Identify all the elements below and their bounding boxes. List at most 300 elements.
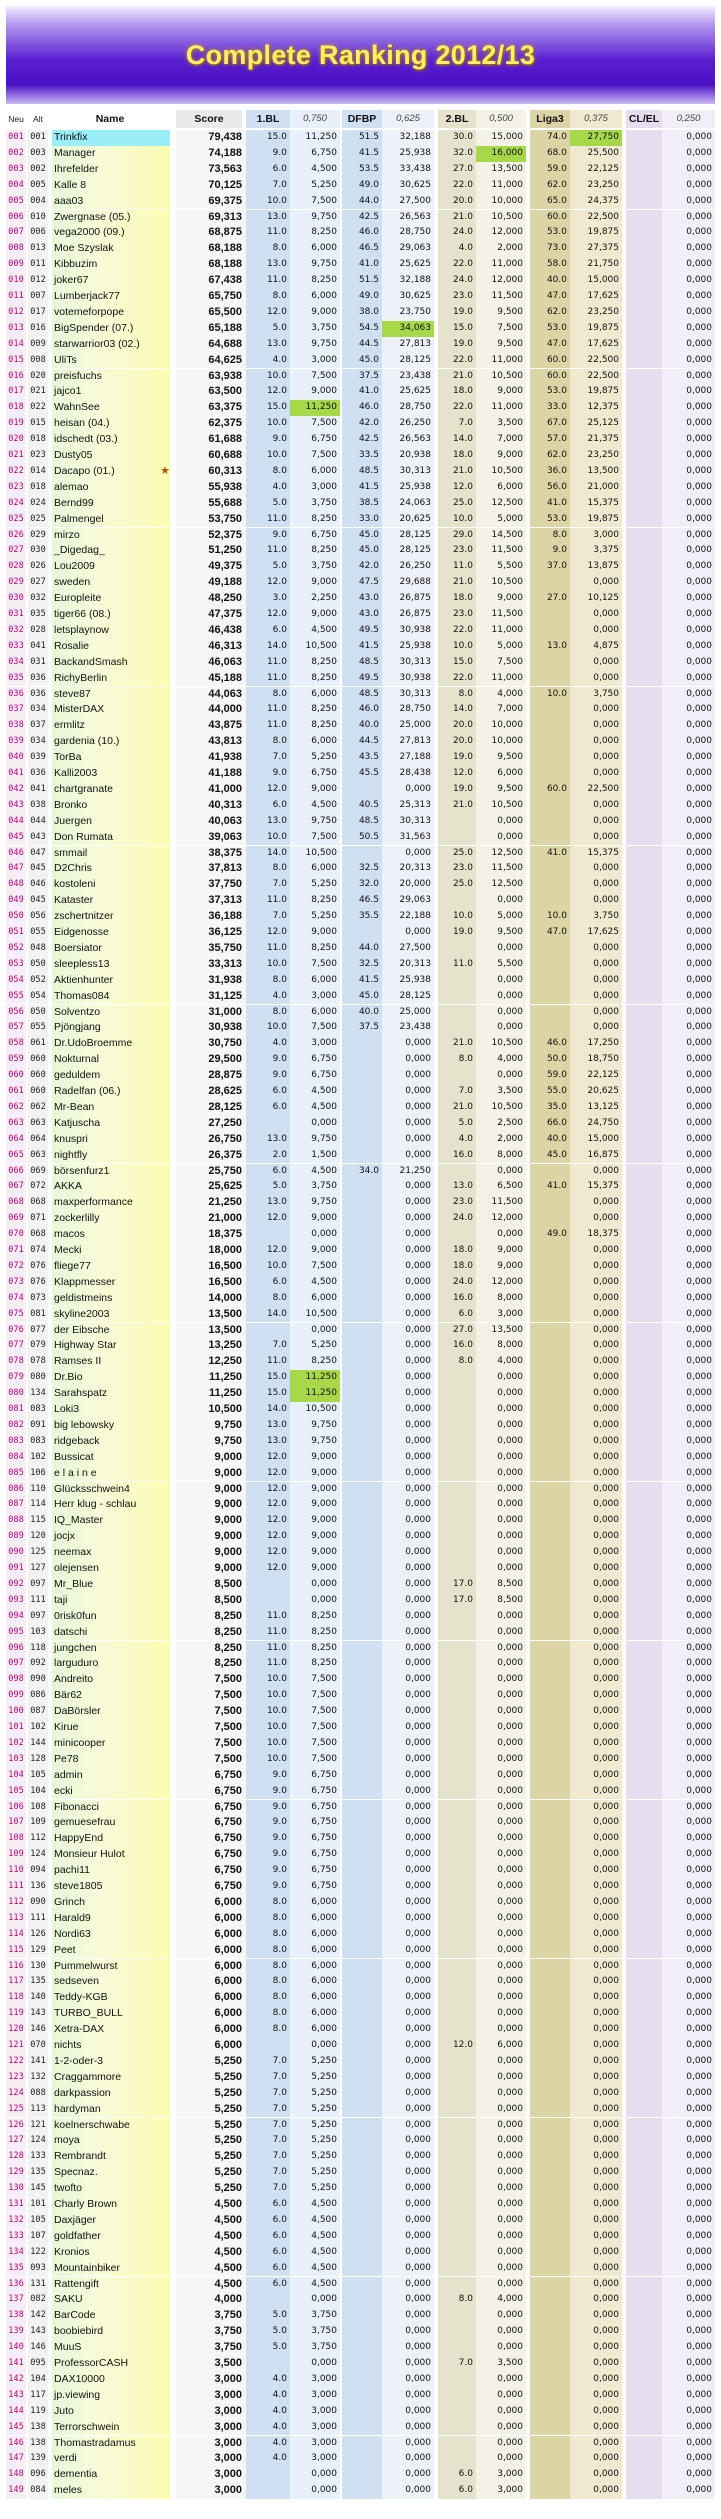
- player-name: Moe Szyslak: [52, 241, 170, 257]
- table-row: [6, 305, 715, 321]
- bl2-score: 10,000: [476, 734, 526, 750]
- bl2-score: 3,000: [476, 2467, 526, 2483]
- dfbp-score: 25,000: [382, 1005, 434, 1021]
- player-name: jungchen: [52, 1641, 170, 1657]
- clel-score: 0,000: [662, 1291, 715, 1307]
- rank-old: 062: [28, 1100, 48, 1116]
- table-row: [6, 830, 715, 846]
- bl1-points: 6.0: [246, 798, 290, 814]
- bl2-points: [438, 2324, 476, 2340]
- bl1-score: 9,000: [290, 575, 340, 591]
- bl1-score: 10,500: [290, 1307, 340, 1323]
- rank-new: 024: [6, 496, 26, 512]
- player-name: letsplaynow: [52, 623, 170, 639]
- bl2-score: 0,000: [476, 1641, 526, 1657]
- rank-new: 102: [6, 1736, 26, 1752]
- clel-points: [626, 1831, 662, 1847]
- player-name: Juergen: [52, 814, 170, 830]
- bl1-points: 8.0: [246, 241, 290, 257]
- liga3-score: 0,000: [570, 1815, 622, 1831]
- dfbp-score: 29,063: [382, 893, 434, 909]
- bl1-score: 0,000: [290, 2483, 340, 2499]
- bl2-points: 16.0: [438, 1291, 476, 1307]
- dfbp-points: [342, 1323, 382, 1339]
- clel-points: [626, 1577, 662, 1593]
- bl1-points: 12.0: [246, 782, 290, 798]
- bl1-points: 8.0: [246, 289, 290, 305]
- liga3-score: 3,375: [570, 543, 622, 559]
- clel-points: [626, 925, 662, 941]
- bl1-score: 4,500: [290, 2277, 340, 2293]
- dfbp-score: 0,000: [382, 1927, 434, 1943]
- rank-new: 006: [6, 210, 26, 226]
- dfbp-points: [342, 1815, 382, 1831]
- rank-new: 022: [6, 464, 26, 480]
- rank-new: 090: [6, 1545, 26, 1561]
- star-icon: [158, 782, 172, 798]
- clel-points: [626, 2102, 662, 2118]
- star-icon: [158, 2388, 172, 2404]
- rank-old: 013: [28, 241, 48, 257]
- liga3-score: 0,000: [570, 2324, 622, 2340]
- bl1-points: [246, 1323, 290, 1339]
- dfbp-points: [342, 2181, 382, 2197]
- bl1-points: 7.0: [246, 877, 290, 893]
- star-icon: [158, 1227, 172, 1243]
- clel-score: 0,000: [662, 1847, 715, 1863]
- dfbp-points: 46.0: [342, 702, 382, 718]
- dfbp-score: 0,000: [382, 2197, 434, 2213]
- table-row: [6, 941, 715, 957]
- bl2-score: 0,000: [476, 1529, 526, 1545]
- table-row: [6, 1020, 715, 1036]
- dfbp-score: 25,313: [382, 798, 434, 814]
- rank-old: 109: [28, 1815, 48, 1831]
- dfbp-score: 0,000: [382, 1243, 434, 1259]
- liga3-points: [530, 2213, 570, 2229]
- bl1-points: 9.0: [246, 766, 290, 782]
- rank-old: 045: [28, 893, 48, 909]
- rank-new: 084: [6, 1450, 26, 1466]
- rank-new: 129: [6, 2165, 26, 2181]
- bl2-points: [438, 2086, 476, 2102]
- clel-points: [626, 1148, 662, 1164]
- bl2-points: 25.0: [438, 496, 476, 512]
- total-score: 26,375: [176, 1148, 246, 1164]
- bl2-points: 23.0: [438, 861, 476, 877]
- dfbp-points: 43.5: [342, 750, 382, 766]
- star-icon: [158, 241, 172, 257]
- star-icon: [158, 1927, 172, 1943]
- bl2-score: 0,000: [476, 2022, 526, 2038]
- liga3-score: 0,000: [570, 766, 622, 782]
- player-name: Bernd99: [52, 496, 170, 512]
- clel-score: 0,000: [662, 1323, 715, 1339]
- rank-new: 063: [6, 1116, 26, 1132]
- rank-new: 130: [6, 2181, 26, 2197]
- liga3-score: 0,000: [570, 1338, 622, 1354]
- rank-new: 016: [6, 369, 26, 385]
- bl2-points: 20.0: [438, 734, 476, 750]
- liga3-points: 62.0: [530, 448, 570, 464]
- rank-old: 080: [28, 1370, 48, 1386]
- bl2-score: 9,500: [476, 782, 526, 798]
- liga3-points: [530, 2324, 570, 2340]
- table-row: [6, 543, 715, 559]
- rank-old: 122: [28, 2245, 48, 2261]
- total-score: 69,313: [176, 210, 246, 226]
- player-name: Kalle 8: [52, 178, 170, 194]
- dfbp-score: 0,000: [382, 2356, 434, 2372]
- bl2-score: 0,000: [476, 1704, 526, 1720]
- rank-new: 057: [6, 1020, 26, 1036]
- rank-old: 145: [28, 2181, 48, 2197]
- rank-old: 096: [28, 2467, 48, 2483]
- bl1-points: 6.0: [246, 1084, 290, 1100]
- liga3-score: 13,125: [570, 1100, 622, 1116]
- rank-old: 094: [28, 1863, 48, 1879]
- total-score: 25,750: [176, 1164, 246, 1180]
- star-icon: [158, 1720, 172, 1736]
- player-name: Craggammore: [52, 2070, 170, 2086]
- player-name: mirzo: [52, 528, 170, 544]
- clel-points: [626, 2022, 662, 2038]
- table-row: [6, 162, 715, 178]
- rank-new: 099: [6, 1688, 26, 1704]
- total-score: 6,000: [176, 1895, 246, 1911]
- bl2-points: 8.0: [438, 1052, 476, 1068]
- dfbp-points: [342, 782, 382, 798]
- total-score: 13,500: [176, 1323, 246, 1339]
- liga3-points: [530, 1895, 570, 1911]
- clel-score: 0,000: [662, 1752, 715, 1768]
- clel-points: [626, 353, 662, 369]
- liga3-score: 0,000: [570, 2261, 622, 2277]
- table-row: [6, 750, 715, 766]
- bl2-points: [438, 2133, 476, 2149]
- bl1-points: 12.0: [246, 925, 290, 941]
- liga3-score: 0,000: [570, 2277, 622, 2293]
- liga3-score: 0,000: [570, 2213, 622, 2229]
- dfbp-points: 42.5: [342, 210, 382, 226]
- bl1-score: 9,750: [290, 1132, 340, 1148]
- total-score: 5,250: [176, 2165, 246, 2181]
- clel-score: 0,000: [662, 989, 715, 1005]
- rank-old: 118: [28, 1641, 48, 1657]
- bl2-points: 22.0: [438, 353, 476, 369]
- liga3-score: 3,750: [570, 909, 622, 925]
- dfbp-score: 25,000: [382, 718, 434, 734]
- liga3-score: 0,000: [570, 1020, 622, 1036]
- bl1-score: 4,500: [290, 1164, 340, 1180]
- liga3-points: [530, 734, 570, 750]
- total-score: 5,250: [176, 2118, 246, 2134]
- liga3-score: 15,375: [570, 846, 622, 862]
- table-row: [6, 718, 715, 734]
- clel-score: 0,000: [662, 1116, 715, 1132]
- bl2-points: [438, 1688, 476, 1704]
- bl2-points: 25.0: [438, 846, 476, 862]
- bl2-score: 10,500: [476, 1036, 526, 1052]
- bl2-points: 18.0: [438, 384, 476, 400]
- clel-points: [626, 1195, 662, 1211]
- liga3-points: [530, 973, 570, 989]
- rank-new: 086: [6, 1482, 26, 1498]
- player-name: koelnerschwabe: [52, 2118, 170, 2134]
- bl2-score: 4,000: [476, 1052, 526, 1068]
- liga3-points: [530, 1943, 570, 1959]
- table-row: [6, 1974, 715, 1990]
- bl2-score: 0,000: [476, 2388, 526, 2404]
- rank-new: 030: [6, 591, 26, 607]
- liga3-points: [530, 1466, 570, 1482]
- star-icon: [158, 2038, 172, 2054]
- clel-points: [626, 2118, 662, 2134]
- bl2-points: 13.0: [438, 1179, 476, 1195]
- liga3-score: 20,625: [570, 1084, 622, 1100]
- rank-old: 055: [28, 925, 48, 941]
- liga3-score: 0,000: [570, 2133, 622, 2149]
- rank-old: 028: [28, 623, 48, 639]
- liga3-score: 0,000: [570, 1577, 622, 1593]
- bl2-points: 19.0: [438, 750, 476, 766]
- liga3-score: 0,000: [570, 607, 622, 623]
- liga3-score: 0,000: [570, 2483, 622, 2499]
- star-icon: [158, 2102, 172, 2118]
- dfbp-score: 0,000: [382, 1863, 434, 1879]
- bl2-points: [438, 1020, 476, 1036]
- table-row: [6, 2436, 715, 2452]
- dfbp-score: 0,000: [382, 782, 434, 798]
- rank-old: 036: [28, 671, 48, 687]
- liga3-points: [530, 2277, 570, 2293]
- clel-points: [626, 1895, 662, 1911]
- bl2-points: [438, 1927, 476, 1943]
- dfbp-score: 28,750: [382, 225, 434, 241]
- liga3-score: 0,000: [570, 2149, 622, 2165]
- table-row: [6, 575, 715, 591]
- star-icon: [158, 2006, 172, 2022]
- liga3-score: 0,000: [570, 655, 622, 671]
- star-icon: [158, 305, 172, 321]
- bl1-score: 9,000: [290, 1497, 340, 1513]
- liga3-score: 21,375: [570, 432, 622, 448]
- rank-old: 029: [28, 528, 48, 544]
- bl1-score: 7,500: [290, 1704, 340, 1720]
- clel-score: 0,000: [662, 2102, 715, 2118]
- bl1-score: 9,000: [290, 305, 340, 321]
- bl2-score: 0,000: [476, 2324, 526, 2340]
- rank-new: 104: [6, 1768, 26, 1784]
- bl1-points: [246, 2292, 290, 2308]
- bl1-score: 3,000: [290, 1036, 340, 1052]
- table-row: [6, 353, 715, 369]
- table-row: [6, 2118, 715, 2134]
- bl2-points: 21.0: [438, 1100, 476, 1116]
- total-score: 6,000: [176, 1911, 246, 1927]
- bl1-score: 11,250: [290, 400, 340, 416]
- dfbp-points: [342, 1800, 382, 1816]
- clel-points: [626, 2372, 662, 2388]
- bl2-score: 0,000: [476, 2229, 526, 2245]
- rank-new: 074: [6, 1291, 26, 1307]
- liga3-points: [530, 575, 570, 591]
- bl1-score: 0,000: [290, 2292, 340, 2308]
- liga3-points: 41.0: [530, 1179, 570, 1195]
- bl1-points: 14.0: [246, 846, 290, 862]
- rank-new: 058: [6, 1036, 26, 1052]
- clel-score: 0,000: [662, 1831, 715, 1847]
- bl2-points: 19.0: [438, 925, 476, 941]
- liga3-points: 65.0: [530, 194, 570, 210]
- clel-points: [626, 1943, 662, 1959]
- dfbp-score: 27,500: [382, 941, 434, 957]
- header-group-2bl: 2.BL: [438, 110, 476, 128]
- liga3-points: [530, 2070, 570, 2086]
- bl2-points: 8.0: [438, 2292, 476, 2308]
- bl2-points: [438, 1005, 476, 1021]
- dfbp-points: [342, 1116, 382, 1132]
- rank-old: 076: [28, 1259, 48, 1275]
- star-icon: [158, 2118, 172, 2134]
- dfbp-points: 46.0: [342, 400, 382, 416]
- clel-score: 0,000: [662, 2388, 715, 2404]
- rank-old: 055: [28, 1020, 48, 1036]
- star-icon: [158, 639, 172, 655]
- star-icon: [158, 877, 172, 893]
- clel-score: 0,000: [662, 1370, 715, 1386]
- dfbp-points: 41.0: [342, 384, 382, 400]
- bl2-score: 0,000: [476, 2245, 526, 2261]
- rank-old: 119: [28, 2404, 48, 2420]
- clel-points: [626, 1386, 662, 1402]
- total-score: 9,000: [176, 1513, 246, 1529]
- bl1-score: 3,000: [290, 2404, 340, 2420]
- dfbp-points: 45.0: [342, 528, 382, 544]
- header-group-dfbp: DFBP: [342, 110, 382, 128]
- dfbp-score: 0,000: [382, 2483, 434, 2499]
- bl1-points: 4.0: [246, 989, 290, 1005]
- dfbp-score: 25,938: [382, 146, 434, 162]
- rank-new: 139: [6, 2324, 26, 2340]
- bl2-points: 18.0: [438, 1259, 476, 1275]
- star-icon: [158, 1593, 172, 1609]
- dfbp-score: 0,000: [382, 1227, 434, 1243]
- clel-score: 0,000: [662, 1927, 715, 1943]
- clel-points: [626, 2213, 662, 2229]
- dfbp-points: 45.5: [342, 766, 382, 782]
- clel-score: 0,000: [662, 1052, 715, 1068]
- rank-new: 065: [6, 1148, 26, 1164]
- table-row: [6, 2388, 715, 2404]
- total-score: 6,750: [176, 1800, 246, 1816]
- bl2-points: 17.0: [438, 1577, 476, 1593]
- rank-new: 145: [6, 2420, 26, 2436]
- bl1-score: 6,000: [290, 973, 340, 989]
- table-row: [6, 1243, 715, 1259]
- player-name: larguduro: [52, 1656, 170, 1672]
- clel-points: [626, 893, 662, 909]
- star-icon: [158, 2340, 172, 2356]
- liga3-points: 60.0: [530, 369, 570, 385]
- rank-old: 002: [28, 162, 48, 178]
- total-score: 4,500: [176, 2245, 246, 2261]
- clel-points: [626, 2149, 662, 2165]
- dfbp-points: 48.5: [342, 687, 382, 703]
- dfbp-points: 33.0: [342, 512, 382, 528]
- liga3-points: [530, 2388, 570, 2404]
- bl2-points: [438, 2165, 476, 2181]
- dfbp-score: 34,063: [382, 321, 434, 337]
- dfbp-score: 0,000: [382, 1784, 434, 1800]
- bl2-score: 0,000: [476, 1418, 526, 1434]
- bl1-score: 3,750: [290, 559, 340, 575]
- bl1-score: 8,250: [290, 1656, 340, 1672]
- bl2-score: 0,000: [476, 2372, 526, 2388]
- dfbp-points: [342, 1100, 382, 1116]
- dfbp-score: 0,000: [382, 1497, 434, 1513]
- player-name: Teddy-KGB: [52, 1990, 170, 2006]
- bl2-score: 0,000: [476, 2420, 526, 2436]
- total-score: 30,938: [176, 1020, 246, 1036]
- liga3-score: 0,000: [570, 2197, 622, 2213]
- star-icon: [158, 1450, 172, 1466]
- rank-new: 040: [6, 750, 26, 766]
- bl2-points: [438, 1656, 476, 1672]
- bl1-points: 9.0: [246, 1800, 290, 1816]
- dfbp-score: 28,750: [382, 400, 434, 416]
- rank-new: 050: [6, 909, 26, 925]
- clel-score: 0,000: [662, 830, 715, 846]
- clel-points: [626, 1815, 662, 1831]
- clel-points: [626, 496, 662, 512]
- rank-old: 060: [28, 1052, 48, 1068]
- liga3-points: [530, 1418, 570, 1434]
- clel-score: 0,000: [662, 1005, 715, 1021]
- bl1-score: 7,500: [290, 1672, 340, 1688]
- dfbp-score: 0,000: [382, 1466, 434, 1482]
- dfbp-score: 29,063: [382, 241, 434, 257]
- dfbp-score: 0,000: [382, 1036, 434, 1052]
- bl2-points: [438, 2197, 476, 2213]
- rank-old: 018: [28, 432, 48, 448]
- dfbp-points: 44.0: [342, 941, 382, 957]
- bl2-score: 0,000: [476, 1974, 526, 1990]
- bl1-score: 5,250: [290, 2102, 340, 2118]
- dfbp-score: 0,000: [382, 1195, 434, 1211]
- player-name: datschi: [52, 1625, 170, 1641]
- rank-new: 064: [6, 1132, 26, 1148]
- dfbp-points: [342, 2229, 382, 2245]
- dfbp-score: 0,000: [382, 1847, 434, 1863]
- clel-score: 0,000: [662, 1863, 715, 1879]
- liga3-points: [530, 2436, 570, 2452]
- player-name: DaBörsler: [52, 1704, 170, 1720]
- table-row: [6, 257, 715, 273]
- dfbp-points: [342, 1561, 382, 1577]
- total-score: 6,750: [176, 1815, 246, 1831]
- dfbp-score: 20,313: [382, 957, 434, 973]
- bl1-points: 13.0: [246, 210, 290, 226]
- rank-old: 105: [28, 2213, 48, 2229]
- bl1-points: 10.0: [246, 1704, 290, 1720]
- total-score: 43,813: [176, 734, 246, 750]
- bl1-score: 6,750: [290, 1879, 340, 1895]
- bl2-points: 22.0: [438, 400, 476, 416]
- dfbp-points: [342, 2213, 382, 2229]
- bl1-points: 8.0: [246, 734, 290, 750]
- bl1-points: 11.0: [246, 1354, 290, 1370]
